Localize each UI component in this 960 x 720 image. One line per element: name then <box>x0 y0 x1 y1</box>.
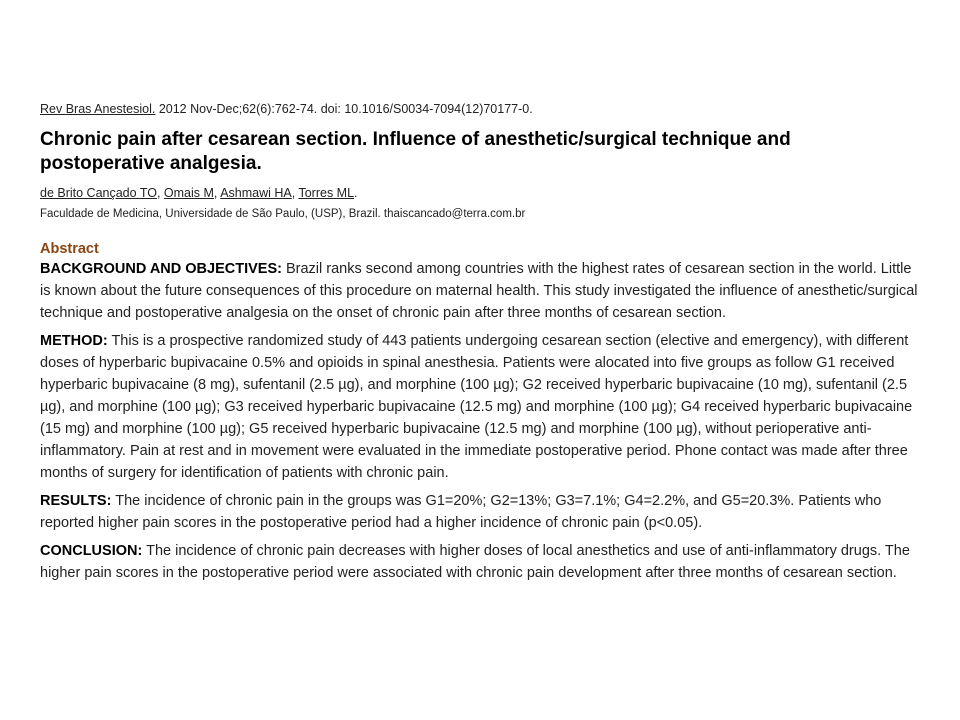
section-text: This is a prospective randomized study of 443 patients undergoing cesarean section (elective and emergency), with different doses of hyperbaric bupivacaine 0.5% and opioids in spinal anesthesia. Patients were alocated into five groups as follow G1 received hyperbaric bupivacaine (8 mg), sufentanil (2.5 µg), and morphine (100 µg); G2 received hyperbaric bupivacaine (10 mg), sufentanil (2.5 µg), and morphine (100 µg); G3 received hyperbaric bupivacaine (12.5 mg) and morphine (100 µg); G4 received hyperbaric bupivacaine (15 mg) and morphine (100 µg); G5 received hyperbaric bupivacaine (12.5 mg) and morphine (100 µg), without perioperative anti-inflammatory. Pain at rest and in movement were evaluated in the immediate postoperative period. Phone contact was made after three months of surgery for identification of patients with chronic pain. <box>40 333 913 481</box>
abstract-section-method <box>40 330 920 484</box>
journal-link[interactable]: Rev Bras Anestesiol. <box>40 102 156 116</box>
section-label: CONCLUSION: <box>40 543 143 559</box>
author-link[interactable]: Torres ML <box>298 186 355 200</box>
citation-line <box>40 100 920 118</box>
author-link[interactable]: Ashmawi HA <box>220 186 292 200</box>
section-label: RESULTS: <box>40 493 112 509</box>
section-text: Brazil ranks second among countries with the highest rates of cesarean section in the world. Little is known about the future consequences of this procedure on maternal health. This study investigated the influence of anesthetic/surgical technique and postoperative analgesia on the onset of chronic pain after three months of cesarean section. <box>40 261 918 321</box>
section-text: The incidence of chronic pain in the groups was G1=20%; G2=13%; G3=7.1%; G4=2.2%, and G5=20.3%. Patients who reported higher pain scores in the postoperative period had a higher incidence of chronic pain (p<0.05). <box>40 493 882 531</box>
abstract-section-conclusion <box>40 540 920 584</box>
article <box>40 100 920 584</box>
citation-details: 2012 Nov-Dec;62(6):762-74. doi: 10.1016/S0034-7094(12)70177-0. <box>158 102 533 116</box>
abstract-heading: Abstract <box>40 241 99 257</box>
author-link[interactable]: Omais M <box>163 186 214 200</box>
abstract-section-background <box>40 258 920 324</box>
section-label: METHOD: <box>40 333 108 349</box>
abstract-section-results <box>40 490 920 534</box>
author-list: de Brito Cançado TO, Omais M, Ashmawi HA, Torres ML. <box>40 186 358 200</box>
section-text: The incidence of chronic pain decreases with higher doses of local anesthetics and use of anti-inflammatory drugs. The higher pain scores in the postoperative period were associated with chronic pain development after three months of cesarean section. <box>40 543 910 581</box>
affiliation: Faculdade de Medicina, Universidade de São Paulo, (USP), Brazil. thaiscancado@terra.com.br <box>40 208 526 220</box>
article-title: Chronic pain after cesarean section. Influence of anesthetic/surgical technique and postoperative analgesia. <box>40 129 791 174</box>
author-link[interactable]: de Brito Cançado TO <box>40 186 157 200</box>
section-label: BACKGROUND AND OBJECTIVES: <box>40 261 282 277</box>
